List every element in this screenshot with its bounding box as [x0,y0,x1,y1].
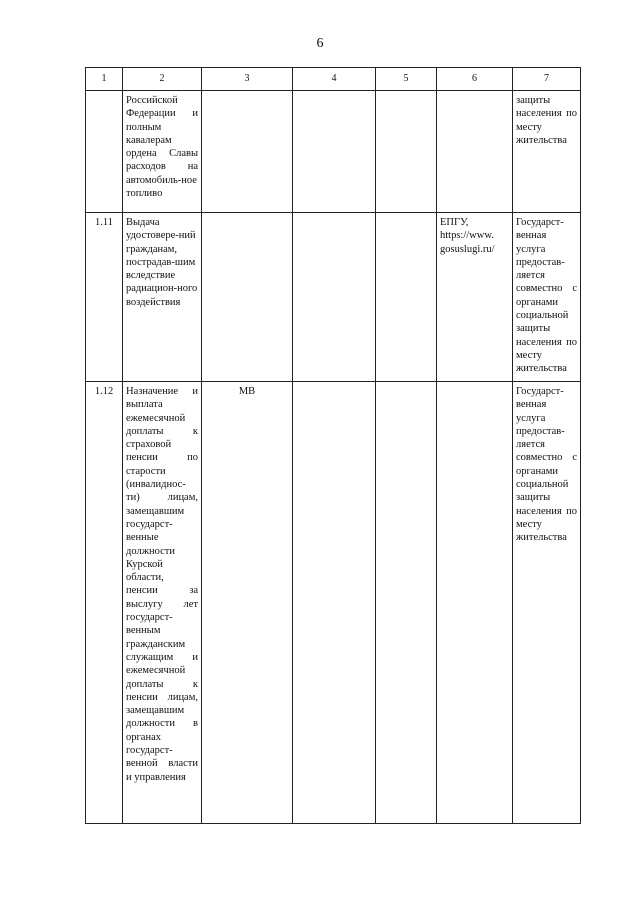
table-header-row [86,68,581,91]
row-number-cell: 1.11 [86,213,123,382]
table-cell [202,213,293,382]
note-cell: Государст-венная услуга предостав-ляется совместно с органами социальной защиты населения по месту жительства [513,382,581,824]
table-row [86,91,581,213]
table-cell [376,213,437,382]
table-cell [293,382,376,824]
table-cell [202,91,293,213]
page-number: 6 [316,36,324,51]
column-header: 4 [293,68,376,91]
note-cell: защиты населения по месту жительства [513,91,581,213]
column-header: 5 [376,68,437,91]
portal-cell: ЕПГУ, https://www. gosuslugi.ru/ [437,213,513,382]
table-row [86,382,581,824]
services-table [85,67,581,824]
service-name-cell: Российской Федерации и полным кавалерам ордена Славы расходов на автомобиль-ное топливо [123,91,202,213]
table-cell [293,91,376,213]
column-header: 6 [437,68,513,91]
portal-cell [437,382,513,824]
table-row [86,213,581,382]
portal-cell [437,91,513,213]
column-header: 2 [123,68,202,91]
table-cell [293,213,376,382]
service-name-cell: Назначение и выплата ежемесячной доплаты к страховой пенсии по старости (инвалиднос-ти) лицам, замещавшим государст-венные должности Курской области, пенсии за выслугу лет государст-венным гражданским служащим и ежемесячной доплаты к пенсии лицам, замещавшим должности в органах государст-венной власти и управления [123,382,202,824]
service-name-cell: Выдача удостовере-ний гражданам, пострадав-шим вследствие радиацион-ного воздействия [123,213,202,382]
column-header: 1 [86,68,123,91]
column-header: 3 [202,68,293,91]
row-number-cell: 1.12 [86,382,123,824]
column-header: 7 [513,68,581,91]
table-cell [376,382,437,824]
row-number-cell [86,91,123,213]
table-cell: МВ [202,382,293,824]
note-cell: Государст-венная услуга предостав-ляется совместно с органами социальной защиты населения по месту жительства [513,213,581,382]
table-cell [376,91,437,213]
